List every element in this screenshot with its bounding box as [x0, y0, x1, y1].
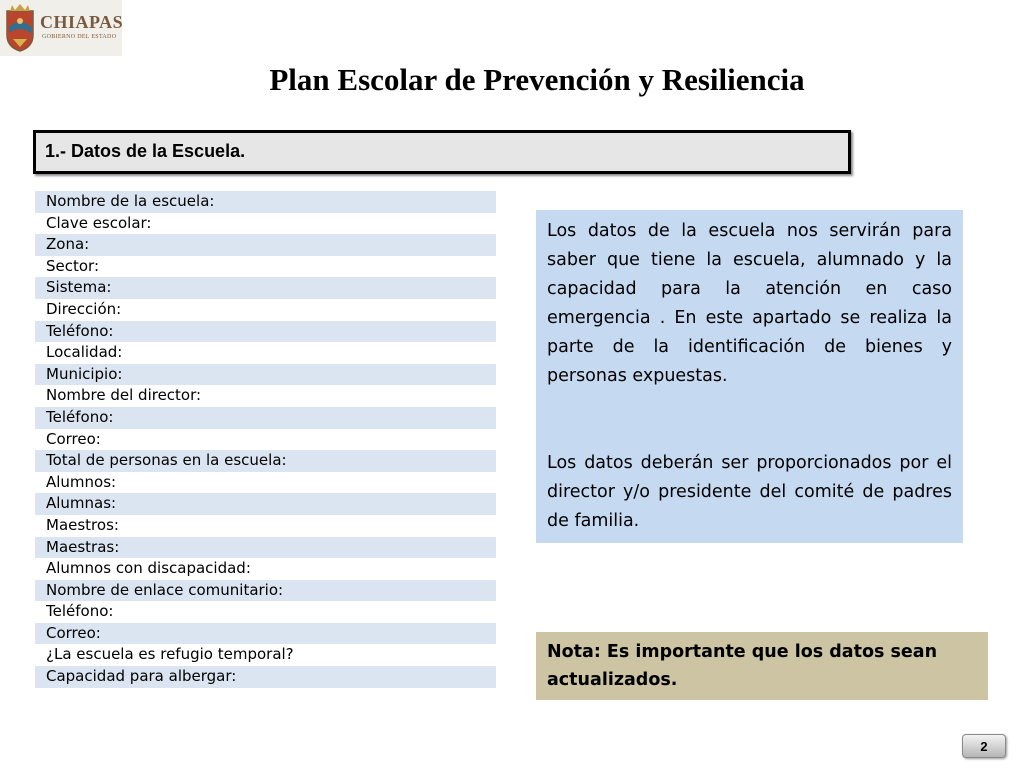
page-number-badge: 2 — [962, 734, 1006, 758]
field-director-phone: Teléfono: — [35, 407, 496, 429]
field-temporary-shelter: ¿La escuela es refugio temporal? — [35, 644, 496, 666]
field-liaison-email: Correo: — [35, 623, 496, 645]
field-shelter-capacity: Capacidad para albergar: — [35, 666, 496, 688]
info-paragraph: Los datos deberán ser proporcionados por el director y/o presidente del comité de padres de familia. — [547, 453, 952, 531]
page-title: Plan Escolar de Prevención y Resiliencia — [269, 62, 805, 97]
section-heading: 1.- Datos de la Escuela. — [45, 141, 246, 161]
field-community-liaison: Nombre de enlace comunitario: — [35, 580, 496, 602]
field-address: Dirección: — [35, 299, 496, 321]
field-male-students: Alumnos: — [35, 472, 496, 494]
school-data-form — [35, 191, 496, 688]
section-heading-box — [33, 130, 851, 174]
field-director-email: Correo: — [35, 429, 496, 451]
field-system: Sistema: — [35, 277, 496, 299]
field-locality: Localidad: — [35, 342, 496, 364]
logo-brand-text: CHIAPAS — [40, 12, 124, 32]
field-total-people: Total de personas en la escuela: — [35, 450, 496, 472]
field-female-teachers: Maestras: — [35, 537, 496, 559]
note-box: Nota: Es importante que los datos sean actualizados. — [536, 632, 988, 700]
coat-of-arms-icon — [4, 3, 36, 53]
field-sector: Sector: — [35, 256, 496, 278]
field-municipality: Municipio: — [35, 364, 496, 386]
field-female-students: Alumnas: — [35, 493, 496, 515]
field-school-name: Nombre de la escuela: — [35, 191, 496, 213]
logo-subtitle-text: GOBIERNO DEL ESTADO — [42, 34, 117, 40]
field-school-phone: Teléfono: — [35, 321, 496, 343]
field-male-teachers: Maestros: — [35, 515, 496, 537]
field-zone: Zona: — [35, 234, 496, 256]
field-students-disability: Alumnos con discapacidad: — [35, 558, 496, 580]
field-director-name: Nombre del director: — [35, 385, 496, 407]
info-paragraph: Los datos de la escuela nos servirán para saber que tiene la escuela, alumnado y la capacidad para la atención en caso emergencia . En este apartado se realiza la parte de la identificación de bienes y personas expuestas. — [547, 221, 952, 386]
field-liaison-phone: Teléfono: — [35, 601, 496, 623]
info-box — [536, 210, 963, 543]
field-school-key: Clave escolar: — [35, 213, 496, 235]
chiapas-logo — [0, 0, 122, 56]
